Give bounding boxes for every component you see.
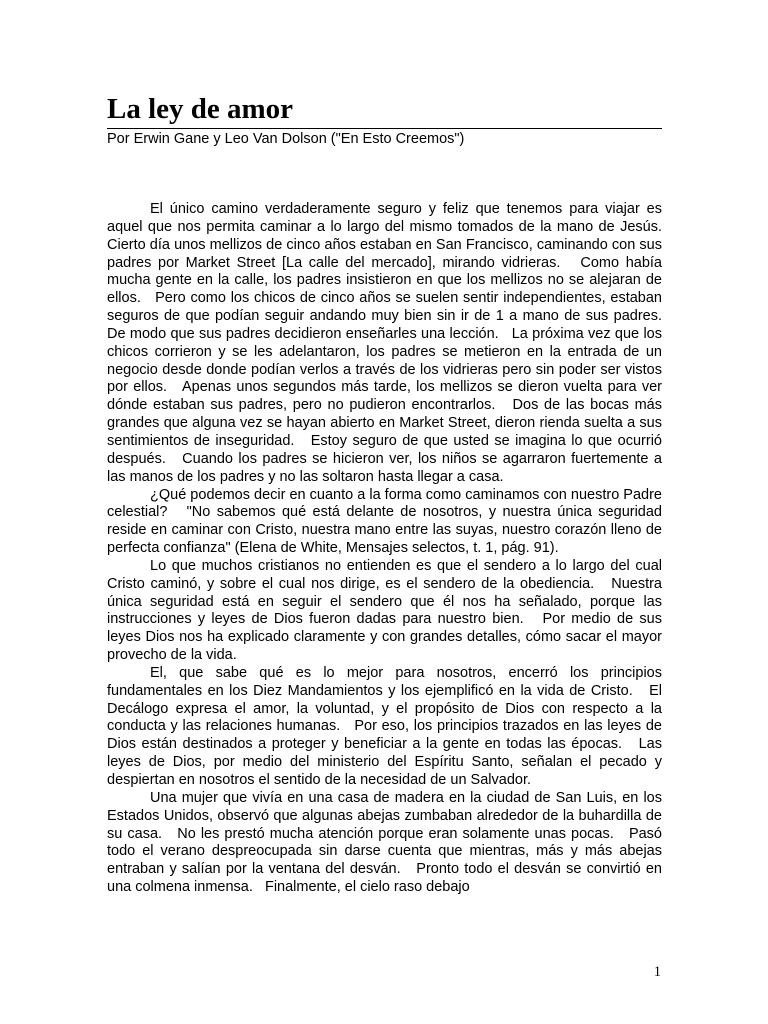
document-title: La ley de amor — [107, 93, 294, 125]
page-number: 1 — [653, 964, 661, 980]
paragraph: Una mujer que vivía en una casa de madera en la ciudad de San Luis, en los Estados Unidos, observó que algunas abejas zumbaban alrededor de la buhardilla de su casa. No les prestó mucha atención porque eran solamente unas pocas. Pasó todo el verano despreocupada sin darse cuenta que mientras, más y más abejas entraban y salían por la ventana del desván. Pronto todo el desván se convirtió en una colmena inmensa. Finalmente, el cielo raso debajo — [107, 789, 667, 896]
paragraph: ¿Qué podemos decir en cuanto a la forma como caminamos con nuestro Padre celestial? "No sabemos qué está delante de nosotros, y nuestra única seguridad reside en caminar con Cristo, nuestra mano entre las suyas, nuestro corazón lleno de perfecta confianza" (Elena de White, Mensajes selectos, t. 1, pág. 91). — [107, 486, 667, 557]
document-body — [107, 201, 675, 897]
paragraph: El único camino verdaderamente seguro y feliz que tenemos para viajar es aquel que nos permita caminar a lo largo del mismo tomados de la mano de Jesús. Cierto día unos mellizos de cinco años estaban en San Francisco, caminando con sus padres por Market Street [La calle del mercado], mirando vidrieras. Como había mucha gente en la calle, los padres insistieron en que los mellizos no se alejaran de ellos. Pero como los chicos de cinco años se suelen sentir independientes, estaban seguros de que podían seguir andando muy bien sin ir de 1 a mano de sus padres. De modo que sus padres decidieron enseñarles una lección. La próxima vez que los chicos corrieron y se les adelantaron, los padres se metieron en la entrada de un negocio desde donde podían verlos a través de los vidrieras pero sin poder ser vistos por ellos. Apenas unos segundos más tarde, los mellizos se dieron vuelta para ver dónde estaban sus padres, pero no pudieron encontrarlos. Dos de las bocas más grandes que alguna vez se hayan abierto en Market Street, dieron rienda suelta a sus sentimientos de inseguridad. Estoy seguro de que usted se imagina lo que ocurrió después. Cuando los padres se hicieron ver, los niños se agarraron fuertemente a las manos de los padres y no las soltaron hasta llegar a casa. — [107, 201, 675, 485]
document-byline: Por Erwin Gane y Leo Van Dolson ("En Esto Creemos") — [107, 131, 465, 147]
title-underline — [107, 128, 662, 129]
paragraph: Lo que muchos cristianos no entienden es que el sendero a lo largo del cual Cristo caminó, y sobre el cual nos dirige, es el sendero de la obediencia. Nuestra única seguridad está en seguir el sendero que él nos ha señalado, porque las instrucciones y leyes de Dios fueron dadas para nuestro bien. Por medio de sus leyes Dios nos ha explicado claramente y con grandes detalles, cómo sacar el mayor provecho de la vida. — [107, 557, 667, 664]
paragraph: El, que sabe qué es lo mejor para nosotros, encerró los principios fundamentales en los Diez Mandamientos y los ejemplificó en la vida de Cristo. El Decálogo expresa el amor, la voluntad, y el propósito de Dios con respecto a la conducta y las relaciones humanas. Por eso, los principios trazados en las leyes de Dios están destinados a proteger y beneficiar a la gente en todas las épocas. Las leyes de Dios, por medio del ministerio del Espíritu Santo, señalan el pecado y despiertan en nosotros el sentido de la necesidad de un Salvador. — [107, 664, 667, 788]
